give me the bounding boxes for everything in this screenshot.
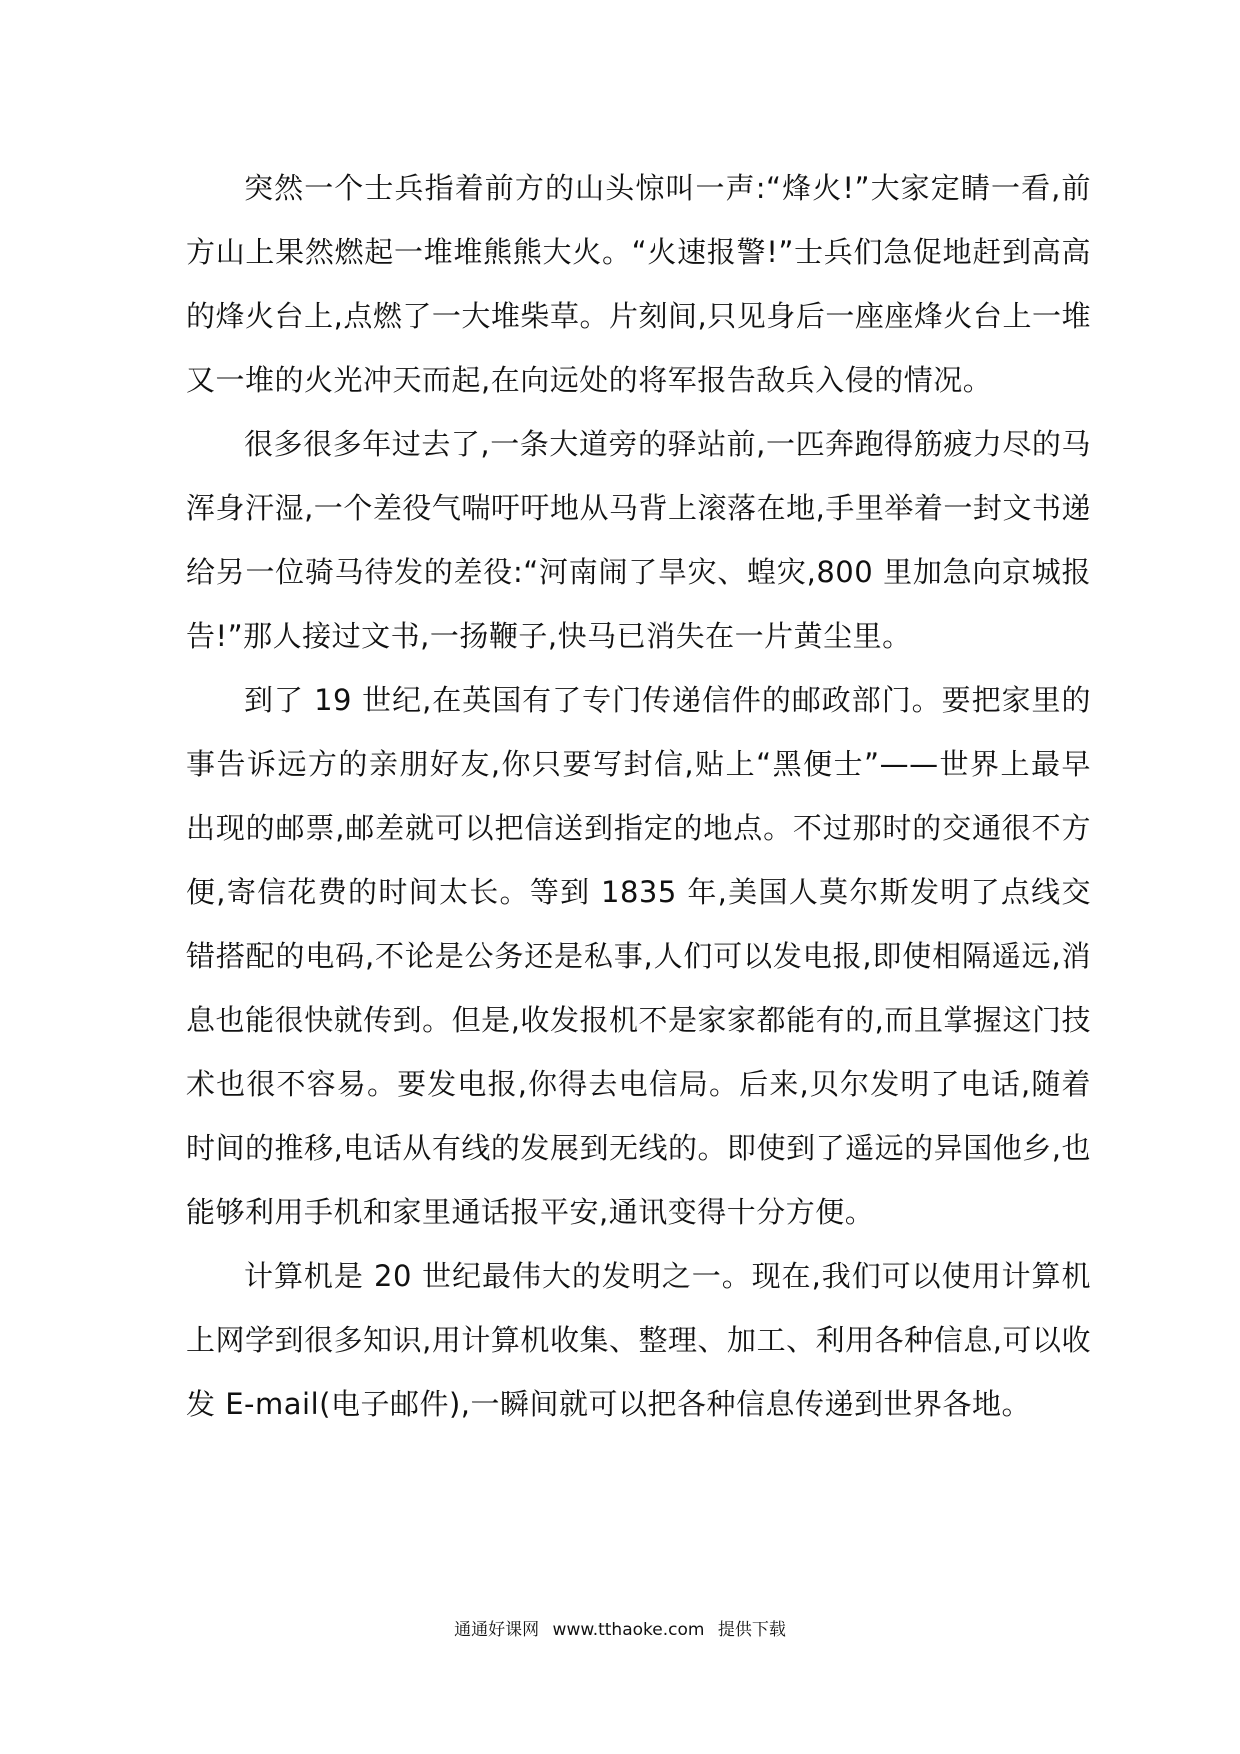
body-text: [186, 156, 1091, 1436]
paragraph-post-telegraph-telephone: 到了 19 世纪,在英国有了专门传递信件的邮政部门。要把家里的事告诉远方的亲朋好友,你只要写封信,贴上“黑便士”——世界上最早出现的邮票,邮差就可以把信送到指定的地点。不过那时的交通很不方便,寄信花费的时间太长。等到 1835 年,美国人莫尔斯发明了点线交错搭配的电码,不论是公务还是私事,人们可以发电报,即使相隔遥远,消息也能很快就传到。但是,收发报机不是家家都能有的,而且掌握这门技术也很不容易。要发电报,你得去电信局。后来,贝尔发明了电话,随着时间的推移,电话从有线的发展到无线的。即使到了遥远的异国他乡,也能够利用手机和家里通话报平安,通讯变得十分方便。: [186, 683, 1091, 1229]
footer-url: www.tthaoke.com: [552, 1620, 705, 1640]
paragraph-post-station: 很多很多年过去了,一条大道旁的驿站前,一匹奔跑得筋疲力尽的马浑身汗湿,一个差役气喘吁吁地从马背上滚落在地,手里举着一封文书递给另一位骑马待发的差役:“河南闹了旱灾、蝗灾,800 里加急向京城报告!”那人接过文书,一扬鞭子,快马已消失在一片黄尘里。: [186, 427, 1091, 653]
footer-site-name: 通通好课网: [454, 1620, 540, 1640]
page-footer: [0, 1618, 1240, 1642]
footer-suffix: 提供下载: [717, 1620, 786, 1640]
paragraph-computer: 计算机是 20 世纪最伟大的发明之一。现在,我们可以使用计算机上网学到很多知识,用计算机收集、整理、加工、利用各种信息,可以收发 E-mail(电子邮件),一瞬间就可以把各种信息传递到世界各地。: [186, 1259, 1091, 1421]
paragraph-beacon-fire: 突然一个士兵指着前方的山头惊叫一声:“烽火!”大家定睛一看,前方山上果然燃起一堆堆熊熊大火。“火速报警!”士兵们急促地赶到高高的烽火台上,点燃了一大堆柴草。片刻间,只见身后一座座烽火台上一堆又一堆的火光冲天而起,在向远处的将军报告敌兵入侵的情况。: [186, 171, 1091, 397]
